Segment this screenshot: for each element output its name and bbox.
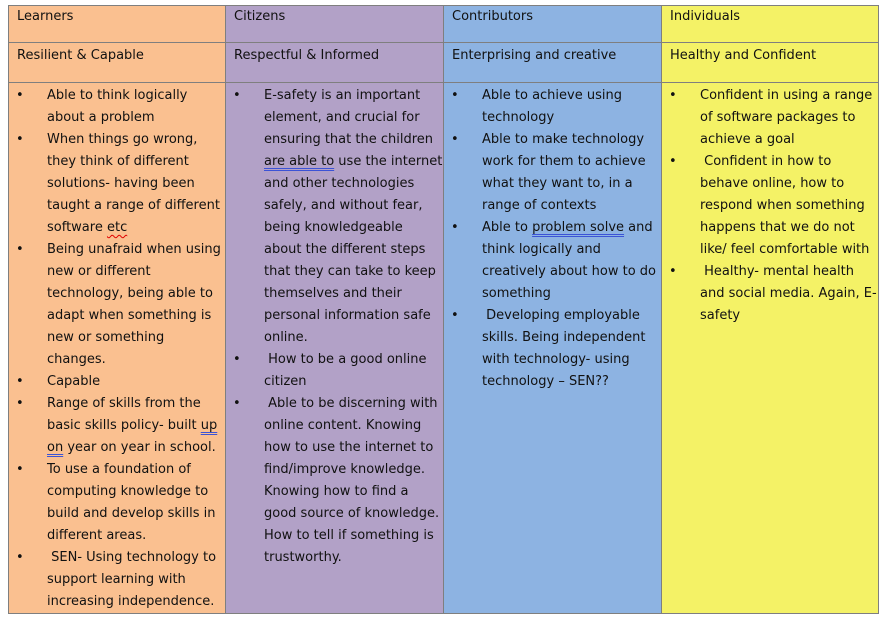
- bullet-icon: •: [451, 220, 459, 235]
- bullet-icon: •: [16, 132, 24, 147]
- column-subheader: Enterprising and creative: [452, 48, 617, 63]
- list-item-line: they think of different: [47, 154, 189, 169]
- list-item: [661, 151, 875, 261]
- list-item-line: adapt when something is: [47, 308, 212, 323]
- bullet-icon: •: [16, 88, 24, 103]
- list-item-line: How to be a good online: [264, 352, 427, 367]
- list-item: [443, 217, 657, 305]
- list-item: [661, 85, 875, 151]
- list-item-line: what they want to, in a: [482, 176, 633, 191]
- list-item-line: Able to achieve using: [482, 88, 622, 103]
- list-item-line: skills. Being independent: [482, 330, 646, 345]
- list-item-line: When things go wrong,: [47, 132, 198, 147]
- list-item-line: E-safety is an important: [264, 88, 421, 103]
- list-item-line: ensuring that the children: [264, 132, 433, 147]
- bullet-list: [225, 85, 443, 569]
- list-item: [8, 239, 221, 371]
- list-item-line: Able to think logically: [47, 88, 188, 103]
- table-border-right: [878, 5, 879, 614]
- bullet-icon: •: [16, 550, 24, 565]
- list-item: [8, 371, 221, 393]
- column-subheader: Respectful & Informed: [234, 48, 380, 63]
- list-item-line: that they can take to keep: [264, 264, 436, 279]
- column-divider: [225, 5, 226, 614]
- list-item-line: technology – SEN??: [482, 374, 609, 389]
- list-item: [8, 547, 221, 613]
- table-border-left: [8, 5, 9, 614]
- list-item-line: changes.: [47, 352, 106, 367]
- list-item-line: Able to make technology: [482, 132, 645, 147]
- bullet-icon: •: [451, 88, 459, 103]
- column-divider: [443, 5, 444, 614]
- list-item-line: new or something: [47, 330, 165, 345]
- list-item: [8, 85, 221, 129]
- list-item-line: how to use the internet to: [264, 440, 434, 455]
- list-item: [225, 349, 439, 393]
- column-subheader: Healthy and Confident: [670, 48, 817, 63]
- bullet-icon: •: [233, 396, 241, 411]
- column-header: Contributors: [452, 9, 533, 24]
- bullet-list: [443, 85, 657, 393]
- list-item-line: Confident in using a range: [700, 88, 873, 103]
- list-item-line: build and develop skills in: [47, 506, 216, 521]
- list-item-line: basic skills policy- built up: [47, 418, 218, 433]
- column-citizens: [225, 5, 443, 614]
- column-learners: [8, 5, 225, 614]
- bullet-icon: •: [16, 374, 24, 389]
- bullet-icon: •: [669, 154, 677, 169]
- list-item-line: element, and crucial for: [264, 110, 420, 125]
- list-item: [443, 85, 657, 129]
- column-header: Citizens: [234, 9, 286, 24]
- list-item-line: themselves and their: [264, 286, 402, 301]
- bullet-list: [8, 85, 221, 613]
- bullet-icon: •: [669, 88, 677, 103]
- list-item-line: range of contexts: [482, 198, 597, 213]
- list-item-line: something: [482, 286, 551, 301]
- list-item-line: citizen: [264, 374, 307, 389]
- list-item-line: To use a foundation of: [47, 462, 191, 477]
- bullet-icon: •: [451, 308, 459, 323]
- list-item-line: SEN- Using technology to: [47, 550, 217, 565]
- list-item: [443, 305, 657, 393]
- list-item: [8, 129, 221, 239]
- list-item: [8, 393, 221, 459]
- list-item-line: new or different: [47, 264, 151, 279]
- list-item-line: Confident in how to: [700, 154, 832, 169]
- list-item-line: like/ feel comfortable with: [700, 242, 870, 257]
- column-subheader: Resilient & Capable: [17, 48, 144, 63]
- column-divider: [661, 5, 662, 614]
- column-individuals: [661, 5, 879, 614]
- list-item-line: are able to use the internet: [264, 154, 443, 169]
- bullet-icon: •: [451, 132, 459, 147]
- list-item-line: Able to be discerning with: [264, 396, 438, 411]
- list-item-line: technology: [482, 110, 555, 125]
- list-item-line: Knowing how to find a: [264, 484, 409, 499]
- list-item-line: and other technologies: [264, 176, 415, 191]
- list-item: [661, 261, 875, 327]
- list-item-line: Being unafraid when using: [47, 242, 221, 257]
- list-item-line: of software packages to: [700, 110, 856, 125]
- list-item-line: respond when something: [700, 198, 865, 213]
- list-item-line: technology, being able to: [47, 286, 213, 301]
- list-item-line: trustworthy.: [264, 550, 342, 565]
- list-item-line: different areas.: [47, 528, 147, 543]
- list-item-line: computing knowledge to: [47, 484, 209, 499]
- list-item-line: with technology- using: [482, 352, 630, 367]
- bullet-icon: •: [16, 242, 24, 257]
- bullet-icon: •: [233, 352, 241, 367]
- list-item: [8, 459, 221, 547]
- list-item-line: Developing employable: [482, 308, 640, 323]
- list-item-line: think logically and: [482, 242, 601, 257]
- list-item-line: Able to problem solve and: [482, 220, 653, 235]
- attributes-table: [8, 5, 879, 614]
- list-item-line: achieve a goal: [700, 132, 795, 147]
- list-item: [443, 129, 657, 217]
- list-item-line: work for them to achieve: [482, 154, 646, 169]
- list-item-line: Range of skills from the: [47, 396, 201, 411]
- column-header: Individuals: [670, 9, 741, 24]
- bullet-icon: •: [16, 396, 24, 411]
- list-item: [225, 85, 443, 349]
- list-item-line: How to tell if something is: [264, 528, 434, 543]
- list-item-line: increasing independence.: [47, 594, 215, 609]
- list-item-line: find/improve knowledge.: [264, 462, 426, 477]
- bullet-list: [661, 85, 875, 327]
- list-item-line: and social media. Again, E-: [700, 286, 877, 301]
- list-item-line: creatively about how to do: [482, 264, 656, 279]
- list-item-line: taught a range of different: [47, 198, 220, 213]
- list-item-line: safety: [700, 308, 741, 323]
- list-item-line: solutions- having been: [47, 176, 195, 191]
- list-item-line: online content. Knowing: [264, 418, 422, 433]
- list-item-line: support learning with: [47, 572, 186, 587]
- list-item-line: personal information safe: [264, 308, 431, 323]
- bullet-icon: •: [16, 462, 24, 477]
- list-item-line: happens that we do not: [700, 220, 855, 235]
- list-item-line: good source of knowledge.: [264, 506, 440, 521]
- list-item-line: online.: [264, 330, 308, 345]
- list-item-line: being knowledgeable: [264, 220, 403, 235]
- list-item-line: Healthy- mental health: [700, 264, 854, 279]
- list-item-line: safely, and without fear,: [264, 198, 423, 213]
- list-item-line: Capable: [47, 374, 101, 389]
- list-item-line: on year on year in school.: [47, 440, 216, 455]
- bullet-icon: •: [233, 88, 241, 103]
- list-item-line: about a problem: [47, 110, 155, 125]
- column-contributors: [443, 5, 661, 614]
- list-item-line: behave online, how to: [700, 176, 845, 191]
- bullet-icon: •: [669, 264, 677, 279]
- column-header: Learners: [17, 9, 74, 24]
- list-item-line: software etc: [47, 220, 128, 235]
- list-item-line: about the different steps: [264, 242, 426, 257]
- list-item: [225, 393, 439, 569]
